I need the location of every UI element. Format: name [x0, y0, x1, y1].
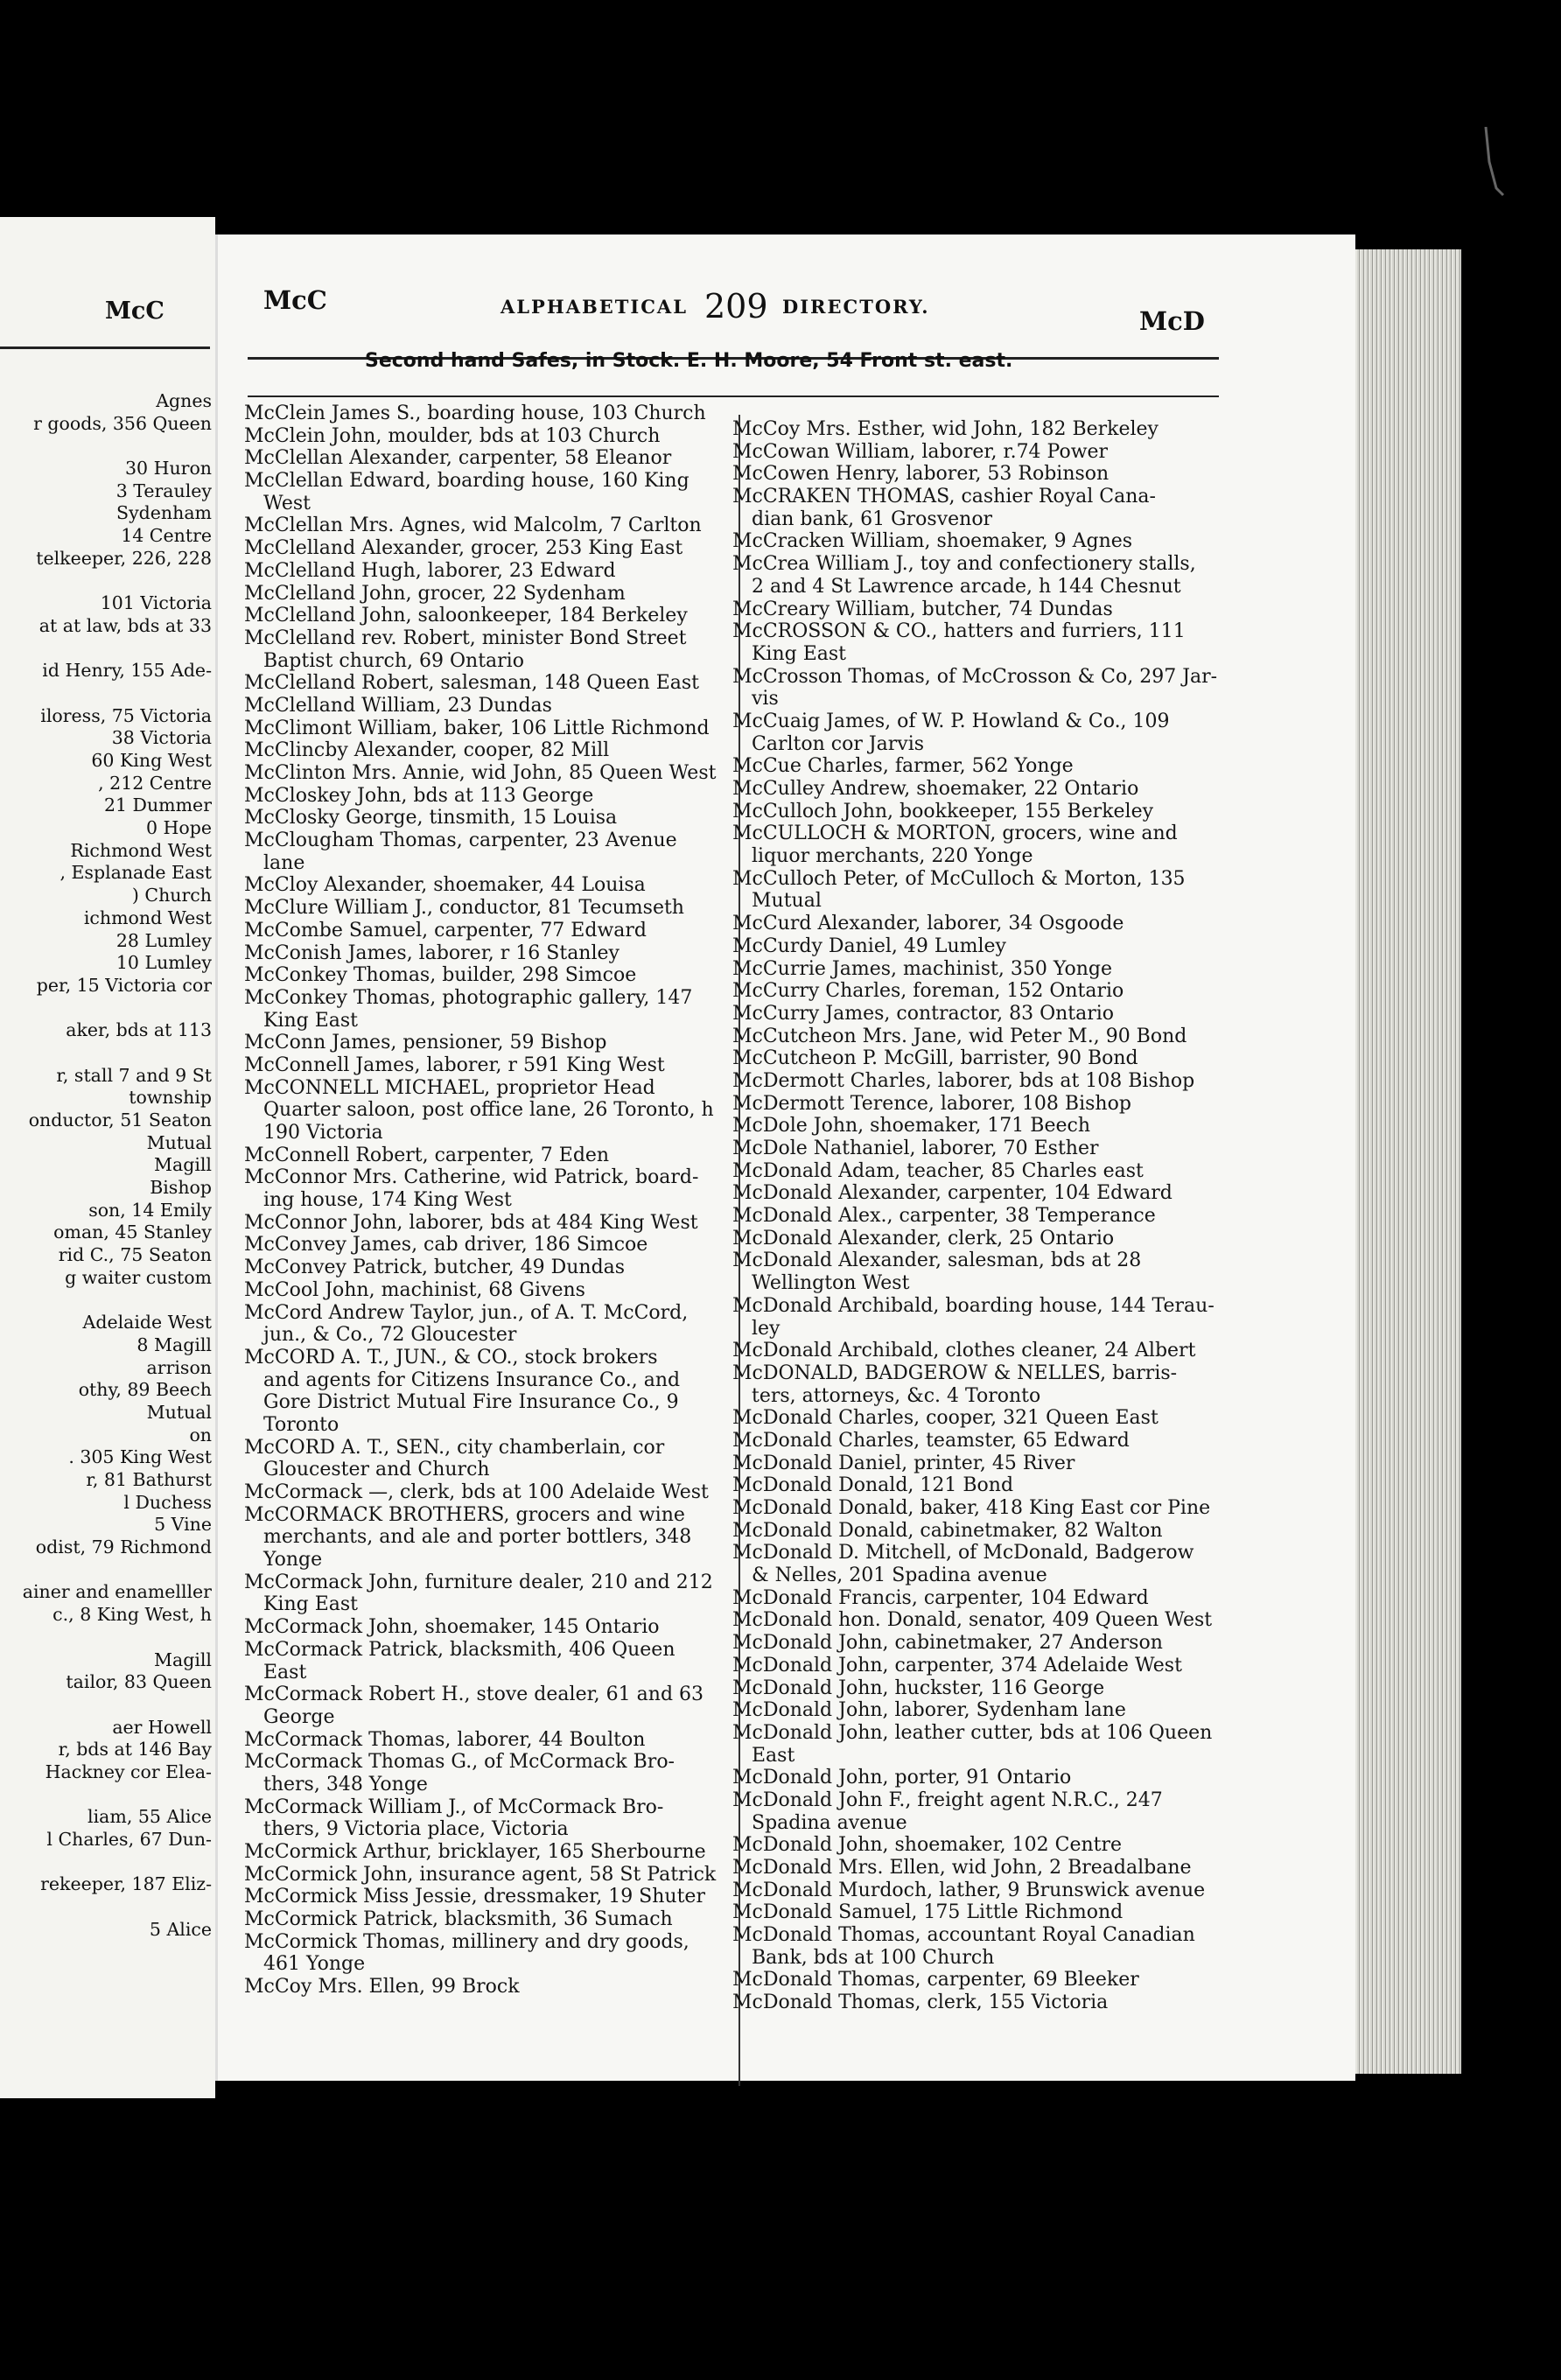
left-page-line: 5 Vine: [154, 1514, 212, 1536]
directory-entry: McCORD A. T., JUN., & CO., stock brokers: [244, 1346, 658, 1368]
directory-entry: McCord Andrew Taylor, jun., of A. T. McCord,: [244, 1301, 689, 1324]
directory-entry: McDONALD, BADGEROW & NELLES, barris-: [732, 1362, 1178, 1384]
directory-entry: East: [752, 1744, 795, 1767]
directory-entry: McDonald D. Mitchell, of McDonald, Badgerow: [732, 1542, 1194, 1564]
directory-entry: 2 and 4 St Lawrence arcade, h 144 Chesnut: [752, 575, 1181, 598]
directory-entry: McConvey Patrick, butcher, 49 Dundas: [244, 1256, 626, 1279]
directory-entry: McConkey Thomas, builder, 298 Simcoe: [244, 964, 637, 987]
left-page-line: liam, 55 Alice: [88, 1806, 212, 1828]
directory-entry: McDonald Donald, baker, 418 King East cor Pine: [732, 1497, 1211, 1519]
left-page-line: [0, 1896, 212, 1919]
advertisement-banner: Second hand Safes, in Stock. E. H. Moore, 54 Front st. east.: [365, 350, 1013, 372]
left-page-line: ) Church: [131, 885, 212, 906]
left-page-line: [0, 638, 212, 661]
left-page-line: 14 Centre: [121, 525, 212, 547]
directory-entry: McCoy Mrs. Esther, wid John, 182 Berkeley: [732, 418, 1158, 440]
directory-entry: McClougham Thomas, carpenter, 23 Avenue: [244, 830, 677, 852]
directory-entry: McClelland John, saloonkeeper, 184 Berkeley: [244, 605, 688, 627]
left-page-line: Magill: [153, 1154, 212, 1176]
left-page-line: 0 Hope: [145, 817, 212, 839]
left-page-line: Mutual: [146, 1401, 212, 1423]
directory-entry: George: [263, 1705, 335, 1728]
directory-entry: McDonald Alexander, clerk, 25 Ontario: [732, 1227, 1115, 1250]
left-page-line: , Esplanade East: [60, 862, 212, 884]
page-edges: [1344, 249, 1461, 2074]
left-page-line: Richmond West: [70, 839, 212, 861]
directory-entry: McConkey Thomas, photographic gallery, 147: [244, 986, 693, 1009]
directory-entry: McDonald Charles, cooper, 321 Queen East: [732, 1407, 1158, 1430]
left-page-line: l Duchess: [123, 1491, 212, 1513]
left-page-line: per, 15 Victoria cor: [36, 974, 212, 996]
directory-entry: Gore District Mutual Fire Insurance Co., 9: [263, 1391, 679, 1414]
directory-entry: McDonald Donald, 121 Bond: [732, 1474, 1014, 1497]
corner-mark: [1470, 127, 1505, 197]
directory-entry: thers, 348 Yonge: [263, 1773, 428, 1796]
running-head-left: McC: [263, 285, 327, 315]
left-page-line: [0, 1627, 212, 1649]
directory-entry: McCurrie James, machinist, 350 Yonge: [732, 957, 1112, 980]
directory-entry: McConnell Robert, carpenter, 7 Eden: [244, 1144, 610, 1166]
left-page-line: 3 Terauley: [116, 480, 212, 501]
directory-entry: McDonald Thomas, clerk, 155 Victoria: [732, 1992, 1109, 2014]
directory-entry: McCormack Patrick, blacksmith, 406 Queen: [244, 1638, 676, 1661]
directory-entry: liquor merchants, 220 Yonge: [752, 845, 1033, 868]
directory-entry: Yonge: [263, 1549, 323, 1572]
directory-entry: McConish James, laborer, r 16 Stanley: [244, 942, 620, 964]
directory-entry: McCormick Thomas, millinery and dry goods,: [244, 1930, 690, 1953]
directory-entry: ley: [752, 1317, 780, 1340]
directory-entry: McClure William J., conductor, 81 Tecumseth: [244, 897, 684, 920]
left-page-line: [0, 682, 212, 705]
directory-entry: McDonald Archibald, clothes cleaner, 24 Albert: [732, 1340, 1196, 1362]
directory-entry: McClimont William, baker, 106 Little Richmond: [244, 717, 710, 739]
directory-entry: McDonald Samuel, 175 Little Richmond: [732, 1901, 1124, 1924]
directory-entry: McDonald Daniel, printer, 45 River: [732, 1452, 1075, 1474]
left-page-line: aer Howell: [112, 1716, 212, 1738]
directory-entry: McClosky George, tinsmith, 15 Louisa: [244, 807, 618, 830]
left-page-line: othy, 89 Beech: [78, 1379, 212, 1401]
running-head-alphabetical: ALPHABETICAL: [500, 296, 688, 318]
left-page-line: Sydenham: [116, 502, 212, 524]
directory-entry: McClelland Alexander, grocer, 253 King East: [244, 537, 683, 560]
left-page-line: tailor, 83 Queen: [66, 1671, 212, 1693]
directory-entry: McConn James, pensioner, 59 Bishop: [244, 1032, 607, 1054]
left-page-line: r, bds at 146 Bay: [58, 1739, 212, 1760]
left-page-line: 30 Huron: [124, 458, 212, 480]
directory-entry: McDonald John, carpenter, 374 Adelaide West: [732, 1654, 1182, 1676]
directory-entry: vis: [752, 688, 779, 710]
directory-entry: McDonald Francis, carpenter, 104 Edward: [732, 1586, 1149, 1609]
directory-entry: McDonald hon. Donald, senator, 409 Queen West: [732, 1609, 1213, 1632]
directory-entry: McClinton Mrs. Annie, wid John, 85 Queen West: [244, 762, 717, 784]
directory-entry: 190 Victoria: [263, 1122, 383, 1144]
left-page-line: 60 King West: [91, 750, 212, 771]
directory-entry: McClelland Hugh, laborer, 23 Edward: [244, 559, 616, 582]
directory-entry: McCRAKEN THOMAS, cashier Royal Cana-: [732, 486, 1156, 508]
left-page-line: Bishop: [150, 1177, 212, 1199]
left-page-line: Adelaide West: [82, 1312, 212, 1334]
left-page-line: 28 Lumley: [116, 929, 212, 951]
directory-entry: McCrea William J., toy and confectionery stalls,: [732, 553, 1196, 576]
directory-entry: McClein James S., boarding house, 103 Church: [244, 402, 706, 424]
left-page-line: 38 Victoria: [111, 727, 212, 749]
directory-entry: McDermott Charles, laborer, bds at 108 Bishop: [732, 1069, 1195, 1092]
directory-entry: McCoy Mrs. Ellen, 99 Brock: [244, 1976, 520, 1998]
left-page-line: 101 Victoria: [100, 592, 212, 614]
directory-entry: McCulley Andrew, shoemaker, 22 Ontario: [732, 778, 1139, 800]
left-page-line: son, 14 Emily: [88, 1199, 212, 1221]
left-page-line: Mutual: [146, 1131, 212, 1153]
left-page-line: township: [129, 1087, 212, 1109]
directory-entry: Carlton cor Jarvis: [752, 732, 925, 755]
directory-entry: McDonald Mrs. Ellen, wid John, 2 Breadalbane: [732, 1857, 1192, 1879]
directory-entry: McCuaig James, of W. P. Howland & Co., 109: [732, 710, 1170, 732]
directory-entry: McDonald Archibald, boarding house, 144 Terau-: [732, 1294, 1214, 1317]
left-page-line: [0, 1784, 212, 1807]
left-page-line: ichmond West: [83, 906, 212, 928]
directory-entry: McCowen Henry, laborer, 53 Robinson: [732, 463, 1110, 486]
left-page-rule: [0, 346, 210, 349]
directory-entry: McConnor John, laborer, bds at 484 King West: [244, 1211, 698, 1234]
left-page-line: Agnes: [156, 390, 212, 411]
directory-entry: King East: [752, 642, 847, 665]
directory-entry: McClellan Mrs. Agnes, wid Malcolm, 7 Carlton: [244, 514, 702, 537]
banner-rule: [248, 396, 1219, 397]
left-page-fragment: [0, 217, 215, 2098]
directory-entry: McCulloch John, bookkeeper, 155 Berkeley: [732, 800, 1154, 822]
directory-entry: & Nelles, 201 Spadina avenue: [752, 1564, 1047, 1587]
directory-entry: McDonald Charles, teamster, 65 Edward: [732, 1429, 1130, 1452]
directory-entry: McCloskey John, bds at 113 George: [244, 784, 594, 807]
directory-entry: Baptist church, 69 Ontario: [263, 649, 524, 672]
directory-entry: McClellan Alexander, carpenter, 58 Eleanor: [244, 447, 672, 470]
directory-entry: McDonald John, leather cutter, bds at 106 Queen: [732, 1721, 1213, 1744]
directory-entry: McClellan Edward, boarding house, 160 King: [244, 470, 690, 493]
left-page-line: [0, 1290, 212, 1312]
left-page-line: , 212 Centre: [98, 772, 212, 794]
directory-entry: McCormick Miss Jessie, dressmaker, 19 Shuter: [244, 1886, 705, 1908]
directory-entry: McConvey James, cab driver, 186 Simcoe: [244, 1234, 648, 1256]
directory-entry: McConnell James, laborer, r 591 King West: [244, 1054, 665, 1076]
directory-entry: McDonald Alex., carpenter, 38 Temperance: [732, 1205, 1156, 1228]
directory-entry: McDonald Thomas, carpenter, 69 Bleeker: [732, 1969, 1139, 1992]
directory-entry: McCORD A. T., SEN., city chamberlain, cor: [244, 1436, 665, 1459]
directory-entry: Bank, bds at 100 Church: [752, 1946, 995, 1969]
directory-entry: Gloucester and Church: [263, 1459, 490, 1481]
directory-entry: McCormack William J., of McCormack Bro-: [244, 1796, 664, 1818]
directory-entry: McCurry Charles, foreman, 152 Ontario: [732, 980, 1124, 1003]
directory-entry: McConnor Mrs. Catherine, wid Patrick, board-: [244, 1166, 699, 1189]
directory-entry: Spadina avenue: [752, 1811, 907, 1834]
left-page-line: Hackney cor Elea-: [45, 1760, 212, 1782]
directory-entry: McCowan William, laborer, r.74 Power: [732, 440, 1109, 463]
directory-entry: McDole John, shoemaker, 171 Beech: [732, 1115, 1090, 1138]
left-page-line: Magill: [153, 1648, 212, 1670]
left-page-line: oman, 45 Stanley: [53, 1222, 212, 1243]
directory-entry: merchants, and ale and porter bottlers, 348: [263, 1526, 692, 1549]
directory-entry: ters, attorneys, &c. 4 Toronto: [752, 1384, 1041, 1407]
directory-entry: McCloy Alexander, shoemaker, 44 Louisa: [244, 874, 646, 897]
left-page-line: r, stall 7 and 9 St: [56, 1064, 212, 1086]
directory-entry: King East: [263, 1593, 359, 1616]
directory-entry: 461 Yonge: [263, 1953, 366, 1976]
left-page-line: odist, 79 Richmond: [35, 1536, 212, 1558]
directory-entry: McCormack Robert H., stove dealer, 61 and 63: [244, 1684, 704, 1706]
directory-entry: McDonald Murdoch, lather, 9 Brunswick avenue: [732, 1879, 1206, 1901]
left-page-line: onductor, 51 Seaton: [28, 1110, 212, 1130]
directory-entry: McCormack John, furniture dealer, 210 and 212: [244, 1571, 713, 1593]
directory-entry: McCormack Thomas G., of McCormack Bro-: [244, 1751, 675, 1774]
directory-entry: Wellington West: [752, 1272, 910, 1295]
directory-entry: McDonald Adam, teacher, 85 Charles east: [732, 1159, 1144, 1182]
left-page-line: [0, 1852, 212, 1874]
directory-entry: McDonald John F., freight agent N.R.C., 247: [732, 1788, 1163, 1811]
left-page-line: [0, 1042, 212, 1065]
left-page-line: r, 81 Bathurst: [86, 1469, 212, 1490]
directory-entry: McDonald Thomas, accountant Royal Canadian: [732, 1924, 1195, 1947]
directory-entry: Toronto: [263, 1413, 340, 1436]
left-page-line: 10 Lumley: [116, 952, 212, 974]
directory-entry: McCurdy Daniel, 49 Lumley: [732, 934, 1006, 957]
left-page-line: c., 8 King West, h: [52, 1604, 212, 1626]
left-page-line: [0, 1559, 212, 1582]
directory-entry: McClelland Robert, salesman, 148 Queen East: [244, 672, 700, 695]
left-page-line: aker, bds at 113: [66, 1019, 212, 1041]
directory-entry: McCutcheon P. McGill, barrister, 90 Bond: [732, 1047, 1138, 1070]
directory-entry: McCONNELL MICHAEL, proprietor Head: [244, 1076, 655, 1099]
directory-entry: McDole Nathaniel, laborer, 70 Esther: [732, 1138, 1099, 1159]
directory-entry: McDermott Terence, laborer, 108 Bishop: [732, 1092, 1131, 1115]
directory-entry: McDonald John, shoemaker, 102 Centre: [732, 1834, 1123, 1857]
directory-entry: McCracken William, shoemaker, 9 Agnes: [732, 530, 1133, 553]
directory-entry: McCulloch Peter, of McCulloch & Morton, 135: [732, 867, 1186, 890]
directory-entry: jun., & Co., 72 Gloucester: [263, 1324, 517, 1347]
directory-entry: McClincby Alexander, cooper, 82 Mill: [244, 739, 610, 762]
directory-entry: McClelland rev. Robert, minister Bond Street: [244, 626, 687, 649]
left-page-line: rekeeper, 187 Eliz-: [40, 1873, 212, 1895]
left-page-line: g waiter custom: [65, 1266, 212, 1288]
left-page-line: telkeeper, 226, 228: [36, 547, 212, 569]
directory-entry: McCreary William, butcher, 74 Dundas: [732, 598, 1113, 620]
left-page-line: arrison: [146, 1356, 212, 1378]
directory-entry: McCool John, machinist, 68 Givens: [244, 1278, 585, 1301]
directory-entry: McClelland John, grocer, 22 Sydenham: [244, 582, 626, 605]
directory-entry: McClein John, moulder, bds at 103 Church: [244, 424, 661, 447]
directory-entry: McDonald John, laborer, Sydenham lane: [732, 1699, 1126, 1722]
directory-entry: Quarter saloon, post office lane, 26 Toronto, h: [263, 1099, 714, 1122]
directory-entry: East: [263, 1661, 307, 1684]
left-page-line: [0, 1694, 212, 1717]
left-page-line: [0, 435, 212, 458]
left-page-line: r goods, 356 Queen: [33, 412, 212, 434]
left-page-line: rid C., 75 Seaton: [58, 1244, 212, 1266]
directory-entry: West: [263, 492, 311, 514]
directory-entry: McCormack —, clerk, bds at 100 Adelaide West: [244, 1481, 709, 1503]
directory-entry: dian bank, 61 Grosvenor: [752, 508, 993, 530]
directory-entry: McCULLOCH & MORTON, grocers, wine and: [732, 822, 1178, 845]
directory-entry: McCrosson Thomas, of McCrosson & Co, 297 Jar-: [732, 665, 1218, 688]
left-page-line: l Charles, 67 Dun-: [46, 1829, 212, 1850]
directory-entry: ing house, 174 King West: [263, 1189, 512, 1212]
left-page-line: 8 Magill: [136, 1334, 212, 1355]
directory-entry: McCormack Thomas, laborer, 44 Boulton: [244, 1728, 646, 1751]
directory-page: [215, 234, 1355, 2081]
directory-entry: thers, 9 Victoria place, Victoria: [263, 1818, 569, 1841]
entries-column-right: [732, 418, 1231, 2014]
directory-entry: McDonald John, huckster, 116 George: [732, 1676, 1105, 1699]
directory-entry: King East: [263, 1009, 359, 1032]
directory-entry: McDonald Alexander, salesman, bds at 28: [732, 1250, 1142, 1272]
directory-entry: McDonald Alexander, carpenter, 104 Edward: [732, 1182, 1172, 1205]
directory-entry: McCutcheon Mrs. Jane, wid Peter M., 90 Bond: [732, 1025, 1187, 1047]
directory-entry: McDonald John, cabinetmaker, 27 Anderson: [732, 1632, 1163, 1655]
directory-entry: lane: [263, 851, 305, 874]
directory-entry: McCue Charles, farmer, 562 Yonge: [732, 755, 1074, 778]
directory-entry: McCormick Arthur, bricklayer, 165 Sherbourne: [244, 1841, 706, 1863]
left-page-line: at at law, bds at 33: [38, 614, 212, 636]
directory-entry: McCurry James, contractor, 83 Ontario: [732, 1002, 1115, 1025]
directory-entry: McCormick Patrick, blacksmith, 36 Sumach: [244, 1908, 673, 1931]
directory-entry: Mutual: [752, 890, 822, 913]
directory-entry: McCurd Alexander, laborer, 34 Osgoode: [732, 913, 1124, 935]
left-page-line: . 305 King West: [68, 1446, 212, 1468]
left-page-line: ainer and enamelller: [22, 1581, 212, 1603]
running-head-right: McD: [1139, 306, 1205, 336]
directory-entry: McCormack John, shoemaker, 145 Ontario: [244, 1616, 660, 1639]
left-page-line: iloress, 75 Victoria: [40, 704, 212, 726]
left-page-line: [0, 570, 212, 593]
directory-entry: McCormick John, insurance agent, 58 St Patrick: [244, 1863, 717, 1886]
left-page-lines: [0, 390, 212, 1941]
left-page-line: 21 Dummer: [103, 794, 212, 816]
left-page-line: on: [189, 1424, 212, 1446]
directory-entry: McDonald John, porter, 91 Ontario: [732, 1767, 1072, 1789]
directory-entry: McDonald Donald, cabinetmaker, 82 Walton: [732, 1519, 1163, 1542]
directory-entry: and agents for Citizens Insurance Co., and: [263, 1368, 681, 1391]
directory-entry: McClelland William, 23 Dundas: [244, 694, 552, 717]
left-page-line: id Henry, 155 Ade-: [42, 660, 212, 682]
running-head-directory: DIRECTORY.: [782, 296, 930, 318]
left-page-header: McC: [105, 298, 164, 325]
page-number: 209: [704, 287, 768, 326]
left-page-line: 5 Alice: [149, 1918, 212, 1940]
directory-entry: McCROSSON & CO., hatters and furriers, 111: [732, 620, 1186, 643]
directory-entry: McCORMACK BROTHERS, grocers and wine: [244, 1503, 685, 1526]
directory-entry: McCombe Samuel, carpenter, 77 Edward: [244, 919, 647, 942]
left-page-line: [0, 998, 212, 1020]
entries-column-left: [244, 402, 734, 1998]
